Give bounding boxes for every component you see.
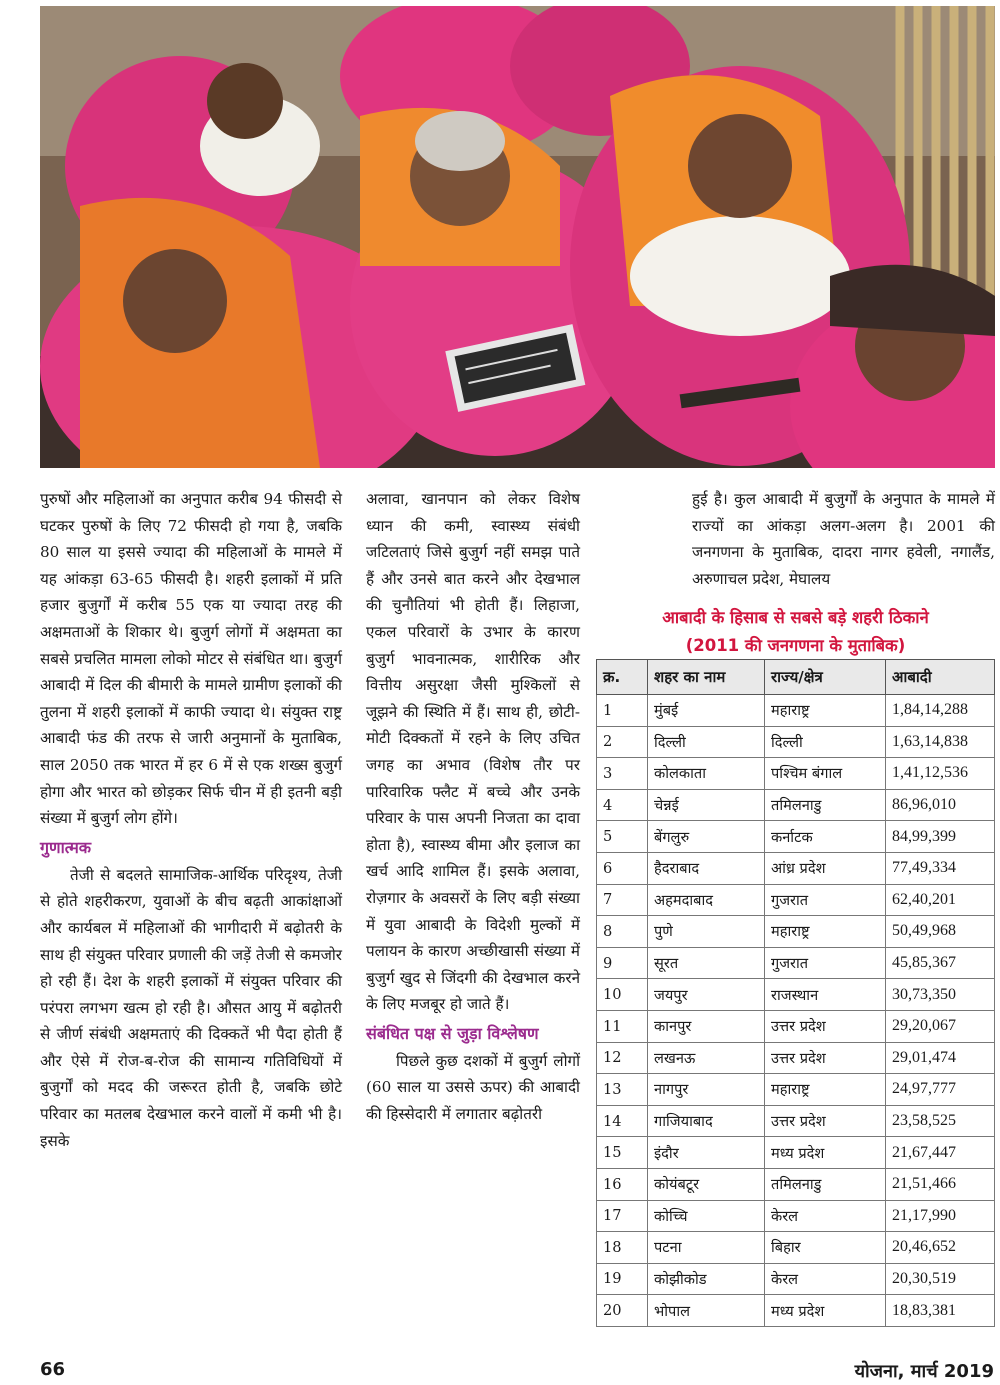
cell-population: 77,49,334 bbox=[886, 852, 995, 884]
table-row bbox=[597, 884, 995, 916]
cell-serial: 20 bbox=[597, 1295, 648, 1327]
article-column-3 bbox=[692, 486, 995, 592]
header-serial: क्र. bbox=[597, 660, 648, 695]
column1-paragraph-2: तेजी से बदलते सामाजिक-आर्थिक परिदृश्य, तेजी से होते शहरीकरण, युवाओं के बीच बढ़ती आकांक्षाओं और कार्यबल में महिलाओं की भागीदारी में बढ़ोतरी के साथ ही संयुक्त परिवार प्रणाली की जड़ें तेजी से कमजोर हो रही हैं। देश के शहरी इलाकों में संयुक्त परिवार की परंपरा लगभग खत्म हो रही है। औसत आयु में बढ़ोतरी से जीर्ण संबंधी अक्षमताएं की दिक्कतें भी पैदा होती हैं और ऐसे में रोज-ब-रोज की सामान्य गतिविधियों में बुजुर्गों को मदद की जरूरत होती है, जबकि छोटे परिवार का मतलब देखभाल करने वालों में कमी भी है। इसके bbox=[40, 865, 342, 1150]
cell-population: 29,01,474 bbox=[886, 1042, 995, 1074]
table-row bbox=[597, 821, 995, 853]
cell-state: गुजरात bbox=[765, 947, 886, 979]
cell-state: उत्तर प्रदेश bbox=[765, 1105, 886, 1137]
cell-population: 86,96,010 bbox=[886, 789, 995, 821]
cell-state: कर्नाटक bbox=[765, 821, 886, 853]
table-row bbox=[597, 789, 995, 821]
table-row bbox=[597, 695, 995, 727]
table-row bbox=[597, 1010, 995, 1042]
cell-city: मुंबई bbox=[648, 695, 765, 727]
cell-serial: 7 bbox=[597, 884, 648, 916]
cell-state: राजस्थान bbox=[765, 979, 886, 1011]
table-title-line-1: आबादी के हिसाब से सबसे बड़े शहरी ठिकाने bbox=[662, 608, 929, 627]
cell-serial: 19 bbox=[597, 1263, 648, 1295]
cell-city: कोलकाता bbox=[648, 758, 765, 790]
cell-city: चेन्नई bbox=[648, 789, 765, 821]
cell-population: 29,20,067 bbox=[886, 1010, 995, 1042]
cell-serial: 16 bbox=[597, 1168, 648, 1200]
column3-paragraph-1: हुई है। कुल आबादी में बुजुर्गों के अनुपात के मामले में राज्यों का आंकड़ा अलग-अलग है। 2001 की जनगणना के मुताबिक, दादरा नागर हवेली, नगालैंड, अरुणाचल प्रदेश, मेघालय bbox=[692, 490, 995, 588]
cell-serial: 17 bbox=[597, 1200, 648, 1232]
cell-state: मध्य प्रदेश bbox=[765, 1137, 886, 1169]
table-row bbox=[597, 1200, 995, 1232]
table-row bbox=[597, 947, 995, 979]
article-column-1 bbox=[40, 486, 342, 1154]
cell-state: उत्तर प्रदेश bbox=[765, 1010, 886, 1042]
cell-city: पटना bbox=[648, 1232, 765, 1264]
column1-paragraph-1: पुरुषों और महिलाओं का अनुपात करीब 94 फीसदी से घटकर पुरुषों के लिए 72 फीसदी हो गया है, जबकि 80 साल या इससे ज्यादा की महिलाओं के मामले में यह आंकड़ा 63-65 फीसदी है। शहरी इलाकों में प्रति हजार बुजुर्गों में करीब 55 एक या ज्यादा तरह की अक्षमताओं के शिकार थे। बुजुर्ग लोगों में अक्षमता का सबसे प्रचलित मामला लोको मोटर से संबंधित था। बुजुर्ग आबादी में दिल की बीमारी के मामले ग्रामीण इलाकों की तुलना में शहरी इलाकों में काफी ज्यादा थे। संयुक्त राष्ट्र आबादी फंड की तरफ से जारी अनुमानों के मुताबिक, साल 2050 तक भारत में हर 6 में से एक शख्स बुजुर्ग होगा और भारत को छोड़कर सिर्फ चीन में ही इतनी बड़ी संख्या में बुजुर्ग लोग होंगे। bbox=[40, 490, 342, 828]
urban-population-table bbox=[596, 659, 995, 1327]
cell-state: केरल bbox=[765, 1200, 886, 1232]
header-state: राज्य/क्षेत्र bbox=[765, 660, 886, 695]
cell-city: सूरत bbox=[648, 947, 765, 979]
cell-serial: 6 bbox=[597, 852, 648, 884]
cell-population: 50,49,968 bbox=[886, 916, 995, 948]
cell-population: 21,67,447 bbox=[886, 1137, 995, 1169]
table-row bbox=[597, 1042, 995, 1074]
section-heading-qualitative: गुणात्मक bbox=[40, 837, 92, 857]
cell-state: बिहार bbox=[765, 1232, 886, 1264]
cell-serial: 10 bbox=[597, 979, 648, 1011]
cell-serial: 13 bbox=[597, 1074, 648, 1106]
cell-population: 62,40,201 bbox=[886, 884, 995, 916]
cell-population: 23,58,525 bbox=[886, 1105, 995, 1137]
cell-population: 45,85,367 bbox=[886, 947, 995, 979]
cell-city: भोपाल bbox=[648, 1295, 765, 1327]
cell-state: केरल bbox=[765, 1263, 886, 1295]
cell-serial: 9 bbox=[597, 947, 648, 979]
cell-population: 20,30,519 bbox=[886, 1263, 995, 1295]
cell-state: महाराष्ट्र bbox=[765, 916, 886, 948]
cell-state: गुजरात bbox=[765, 884, 886, 916]
cell-serial: 5 bbox=[597, 821, 648, 853]
cell-city: कोयंबटूर bbox=[648, 1168, 765, 1200]
cell-city: नागपुर bbox=[648, 1074, 765, 1106]
cell-state: तमिलनाडु bbox=[765, 1168, 886, 1200]
cell-city: हैदराबाद bbox=[648, 852, 765, 884]
table-row bbox=[597, 1074, 995, 1106]
cell-population: 20,46,652 bbox=[886, 1232, 995, 1264]
cell-city: अहमदाबाद bbox=[648, 884, 765, 916]
cell-serial: 14 bbox=[597, 1105, 648, 1137]
cell-population: 21,51,466 bbox=[886, 1168, 995, 1200]
cell-city: बेंगलुरु bbox=[648, 821, 765, 853]
cell-serial: 8 bbox=[597, 916, 648, 948]
table-row bbox=[597, 1105, 995, 1137]
cell-city: कोझीकोड bbox=[648, 1263, 765, 1295]
cell-population: 30,73,350 bbox=[886, 979, 995, 1011]
cell-city: दिल्ली bbox=[648, 726, 765, 758]
cell-population: 21,17,990 bbox=[886, 1200, 995, 1232]
classroom-photo bbox=[40, 6, 995, 468]
cell-city: कानपुर bbox=[648, 1010, 765, 1042]
cell-state: पश्चिम बंगाल bbox=[765, 758, 886, 790]
cell-state: दिल्ली bbox=[765, 726, 886, 758]
cell-city: गाजियाबाद bbox=[648, 1105, 765, 1137]
table-row bbox=[597, 1295, 995, 1327]
table-row bbox=[597, 1137, 995, 1169]
cell-serial: 2 bbox=[597, 726, 648, 758]
cell-state: मध्य प्रदेश bbox=[765, 1295, 886, 1327]
cell-state: महाराष्ट्र bbox=[765, 1074, 886, 1106]
cell-city: इंदौर bbox=[648, 1137, 765, 1169]
cell-serial: 18 bbox=[597, 1232, 648, 1264]
cell-population: 18,83,381 bbox=[886, 1295, 995, 1327]
cell-city: पुणे bbox=[648, 916, 765, 948]
header-city: शहर का नाम bbox=[648, 660, 765, 695]
cell-population: 1,63,14,838 bbox=[886, 726, 995, 758]
article-column-2 bbox=[366, 486, 580, 1128]
table-row bbox=[597, 979, 995, 1011]
page-number: 66 bbox=[40, 1359, 66, 1380]
cell-population: 1,84,14,288 bbox=[886, 695, 995, 727]
cell-state: तमिलनाडु bbox=[765, 789, 886, 821]
table-row bbox=[597, 852, 995, 884]
cell-population: 84,99,399 bbox=[886, 821, 995, 853]
table-row bbox=[597, 1232, 995, 1264]
cell-population: 1,41,12,536 bbox=[886, 758, 995, 790]
cell-serial: 11 bbox=[597, 1010, 648, 1042]
cell-state: उत्तर प्रदेश bbox=[765, 1042, 886, 1074]
table-row bbox=[597, 1263, 995, 1295]
cell-population: 24,97,777 bbox=[886, 1074, 995, 1106]
table-row bbox=[597, 758, 995, 790]
table-header-row bbox=[597, 660, 995, 695]
table-row bbox=[597, 916, 995, 948]
cell-serial: 1 bbox=[597, 695, 648, 727]
cell-serial: 12 bbox=[597, 1042, 648, 1074]
table-title-line-2: (2011 की जनगणना के मुताबिक) bbox=[685, 636, 906, 655]
cell-state: आंध्र प्रदेश bbox=[765, 852, 886, 884]
column2-paragraph-1: अलावा, खानपान को लेकर विशेष ध्यान की कमी, स्वास्थ्य संबंधी जटिलताएं जिसे बुजुर्ग नहीं समझ पाते हैं और उनसे बात करने और देखभाल की चुनौतियां भी होती हैं। लिहाजा, एकल परिवारों के उभार के कारण बुजुर्ग भावनात्मक, शारीरिक और वित्तीय असुरक्षा जैसी मुश्किलों से जूझने की स्थिति में हैं। साथ ही, छोटी-मोटी दिक्कतों में रहने के लिए उचित जगह का अभाव (विशेष तौर पर पारिवारिक फ्लैट में बच्चे और उनके परिवार के पास अपनी निजता का दावा होता है), स्वास्थ्य बीमा और इलाज का खर्च आदि शामिल हैं। इसके अलावा, रोज़गार के अवसरों के लिए बड़ी संख्या में युवा आबादी के विदेशी मुल्कों में पलायन के कारण अच्छीखासी संख्या में बुजुर्ग खुद से जिंदगी की देखभाल करने के लिए मजबूर हो जाते हैं। bbox=[366, 490, 580, 1014]
header-population: आबादी bbox=[886, 660, 995, 695]
cell-serial: 15 bbox=[597, 1137, 648, 1169]
cell-city: लखनऊ bbox=[648, 1042, 765, 1074]
cell-city: कोच्चि bbox=[648, 1200, 765, 1232]
column2-paragraph-2: पिछले कुछ दशकों में बुजुर्ग लोगों (60 साल या उससे ऊपर) की आबादी की हिस्सेदारी में लगातार बढ़ोतरी bbox=[366, 1051, 580, 1124]
cell-serial: 4 bbox=[597, 789, 648, 821]
table-title bbox=[596, 604, 995, 660]
publication-footer: योजना, मार्च 2019 bbox=[854, 1361, 994, 1382]
cell-serial: 3 bbox=[597, 758, 648, 790]
table-row bbox=[597, 1168, 995, 1200]
table-body bbox=[597, 695, 995, 1327]
cell-state: महाराष्ट्र bbox=[765, 695, 886, 727]
cell-city: जयपुर bbox=[648, 979, 765, 1011]
table-row bbox=[597, 726, 995, 758]
section-heading-stakeholder-analysis: संबंधित पक्ष से जुड़ा विश्लेषण bbox=[366, 1023, 539, 1043]
